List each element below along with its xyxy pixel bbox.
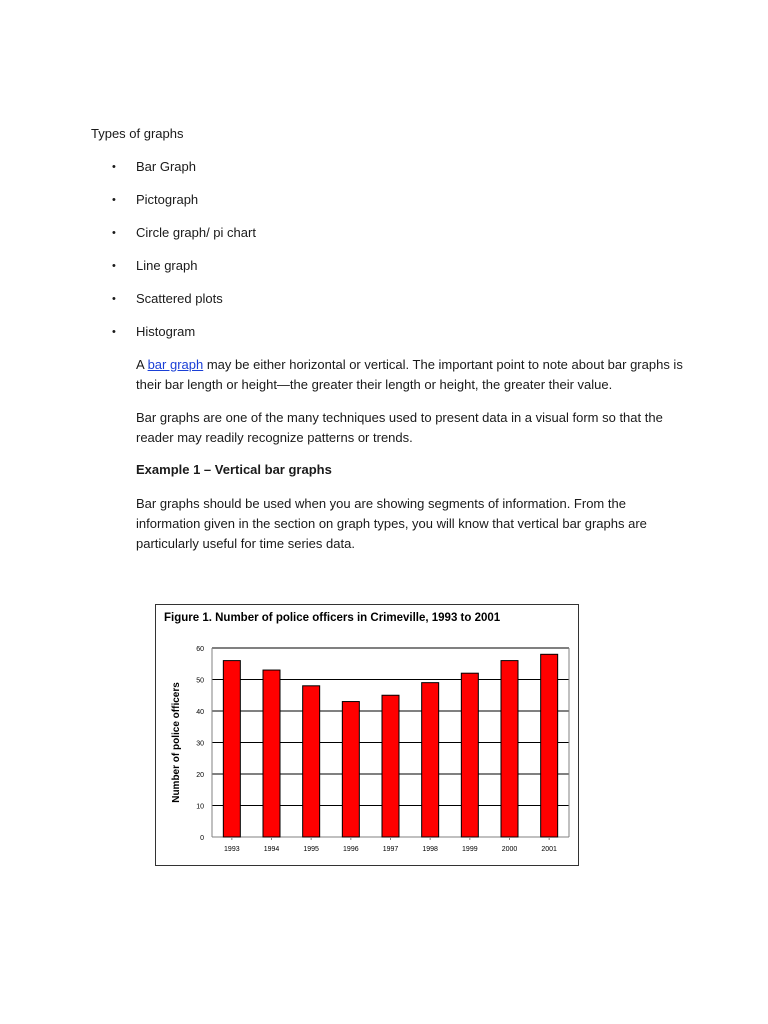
chart-title: Figure 1. Number of police officers in Crimeville, 1993 to 2001 [164,612,501,624]
list-item-label: Pictograph [136,192,199,207]
x-tick-label: 1999 [462,846,478,853]
x-tick-label: 1995 [303,846,319,853]
bar-chart-figure [155,604,579,866]
para-text: may be either horizontal or vertical. The important point to note about bar graphs is [203,357,683,372]
bar [501,661,518,837]
bullet-icon: • [112,161,116,173]
bar [263,670,280,837]
bullet-icon: • [112,260,116,272]
bar-graph-link[interactable]: bar graph [147,357,204,372]
list-item-label: Line graph [136,258,198,273]
bar [422,683,439,837]
y-axis-label: Number of police officers [171,682,182,803]
page-heading: Types of graphs [91,126,184,141]
example-heading: Example 1 – Vertical bar graphs [136,462,332,477]
bar [541,654,558,837]
bar-graph-paragraph [136,355,696,395]
para-text: Bar graphs are one of the many techniques used to present data in a visual form so that the [136,410,663,425]
y-tick-label: 20 [196,772,204,779]
para-text: reader may readily recognize patterns or trends. [136,430,413,445]
bullet-icon: • [112,293,116,305]
bar [461,673,478,837]
x-tick-label: 1993 [224,846,240,853]
y-tick-label: 0 [200,835,204,842]
bar [342,702,359,837]
y-tick-label: 30 [196,740,204,748]
bar [382,695,399,837]
para-text: A [136,357,148,372]
y-tick-label: 60 [196,646,204,653]
para-text: particularly useful for time series data. [136,536,355,551]
x-tick-label: 1994 [263,846,280,853]
list-item-label: Bar Graph [136,159,196,174]
para-text: their bar length or height—the greater their length or height, the greater their value. [136,377,613,392]
bar-chart [156,605,580,867]
list-item-label: Scattered plots [136,291,223,306]
y-tick-label: 40 [196,709,204,716]
list-item-label: Histogram [136,324,196,339]
x-tick-label: 2000 [501,846,518,853]
bullet-icon: • [112,194,116,206]
bullet-icon: • [112,227,116,239]
x-tick-label: 1997 [382,846,399,853]
para-text: Bar graphs should be used when you are showing segments of information. From the [136,496,626,511]
x-tick-label: 2001 [541,846,557,853]
y-tick-label: 50 [196,677,204,685]
bar [303,686,320,837]
y-tick-label: 10 [196,803,204,811]
x-tick-label: 1996 [343,846,359,853]
list-item-label: Circle graph/ pi chart [136,225,256,240]
techniques-paragraph [136,408,696,448]
usage-paragraph [136,494,696,554]
x-tick-label: 1998 [422,846,438,853]
para-text: information given in the section on graph types, you will know that vertical bar graphs are [136,516,647,531]
bar [223,661,240,837]
bullet-icon: • [112,326,116,338]
